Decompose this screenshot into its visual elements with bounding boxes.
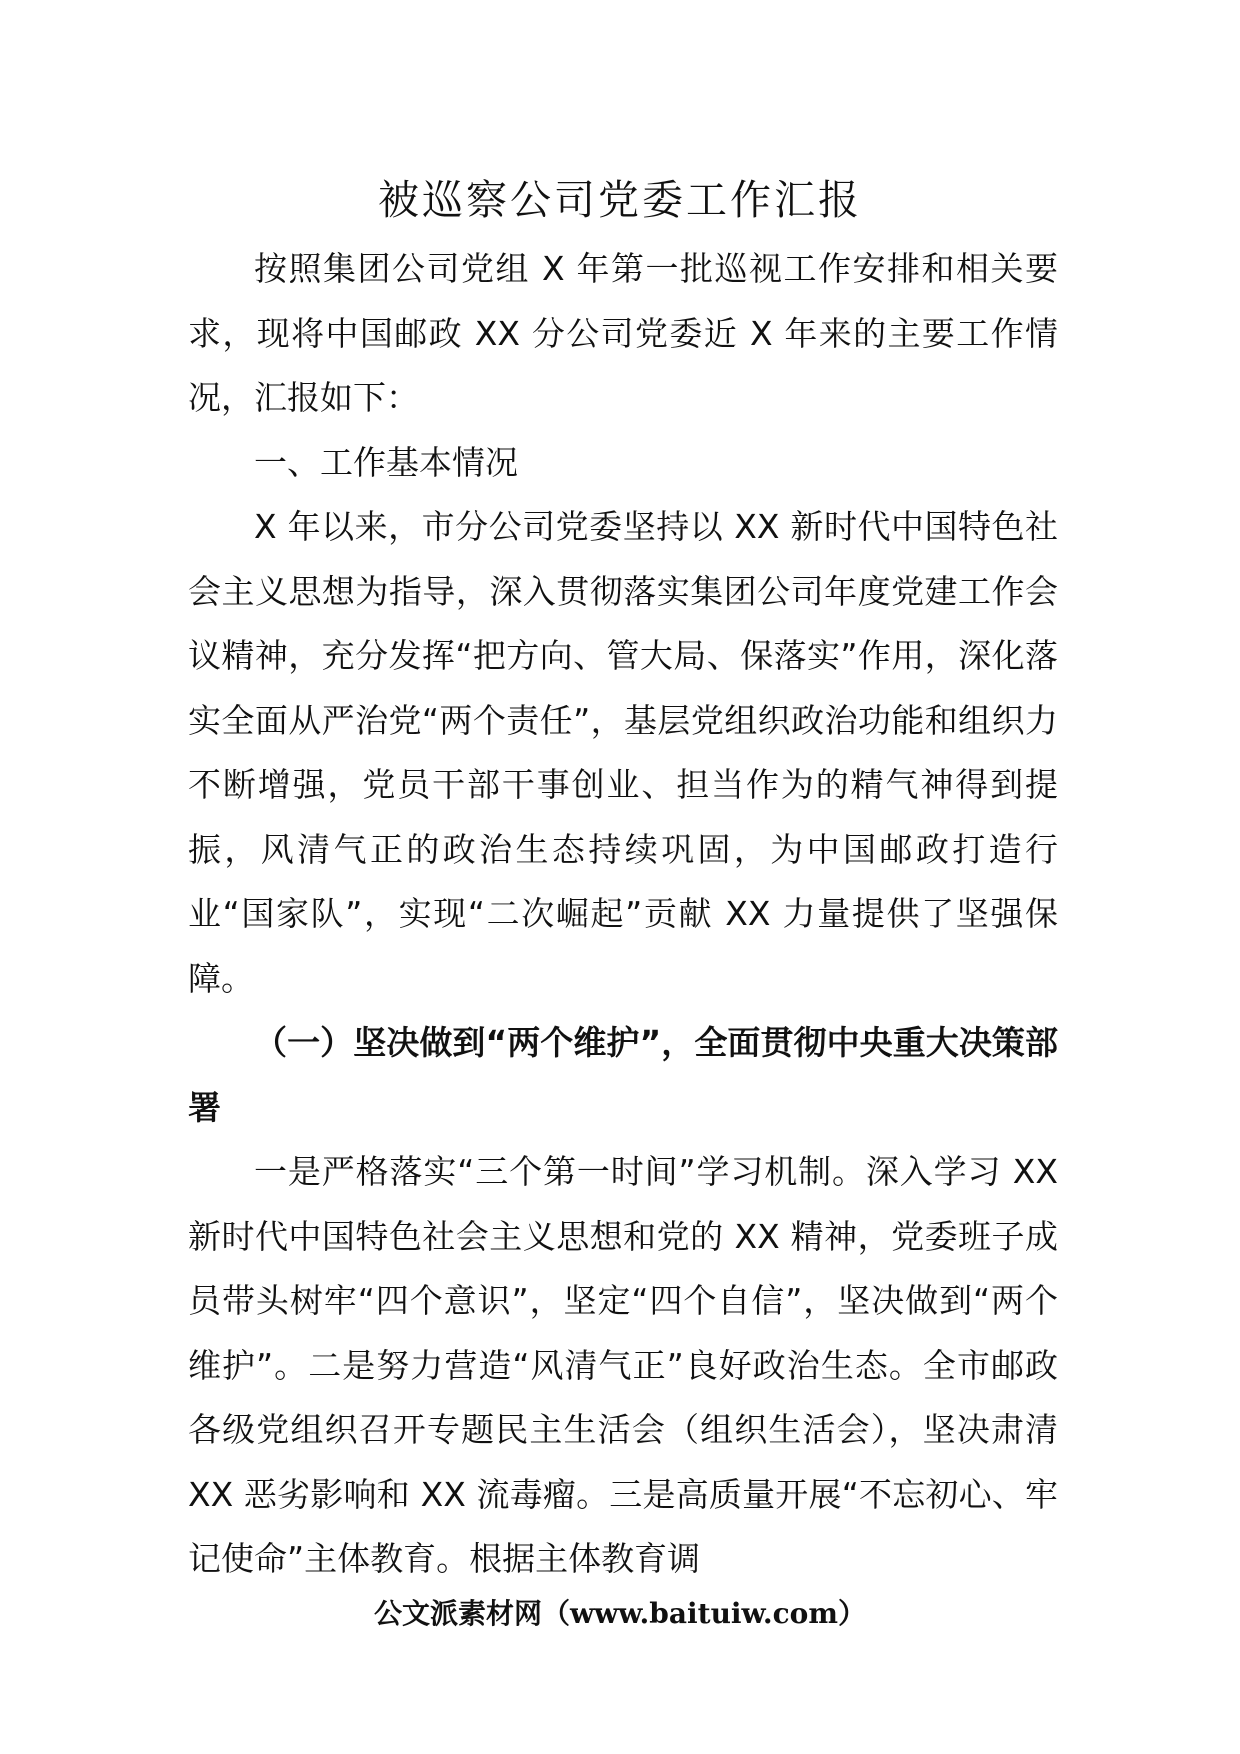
- document-title: 被巡察公司党委工作汇报: [378, 176, 862, 224]
- section-heading: 一、工作基本情况: [254, 442, 518, 482]
- overview-paragraph: X 年以来，市分公司党委坚持以 XX 新时代中国特色社会主义思想为指导，深入贯彻落实集团公司年度党建工作会议精神，充分发挥“把方向、管大局、保落实”作用，深化落实全面从严治党“两个责任”，基层党组织政治功能和组织力不断增强，党员干部干事创业、担当作为的精气神得到提振，风清气正的政治生态持续巩固，为中国邮政打造行业“国家队”，实现“二次崛起”贡献 XX 力量提供了坚强保障。: [188, 507, 1058, 998]
- intro-paragraph: 按照集团公司党组 X 年第一批巡视工作安排和相关要求，现将中国邮政 XX 分公司党委近 X 年来的主要工作情况，汇报如下：: [188, 249, 1058, 417]
- source-watermark: 公文派素材网（www.baituiw.com）: [374, 1597, 866, 1630]
- subsection-heading: （一）坚决做到“两个维护”，全面贯彻中央重大决策部署: [188, 1023, 1058, 1127]
- document-body: [188, 237, 1058, 1592]
- detail-paragraph: 一是严格落实“三个第一时间”学习机制。深入学习 XX 新时代中国特色社会主义思想和党的 XX 精神，党委班子成员带头树牢“四个意识”，坚定“四个自信”，坚决做到“两个维护”。二是努力营造“风清气正”良好政治生态。全市邮政各级党组织召开专题民主生活会（组织生活会），坚决肃清 XX 恶劣影响和 XX 流毒瘤。三是高质量开展“不忘初心、牢记使命”主体教育。根据主体教育调: [188, 1152, 1058, 1578]
